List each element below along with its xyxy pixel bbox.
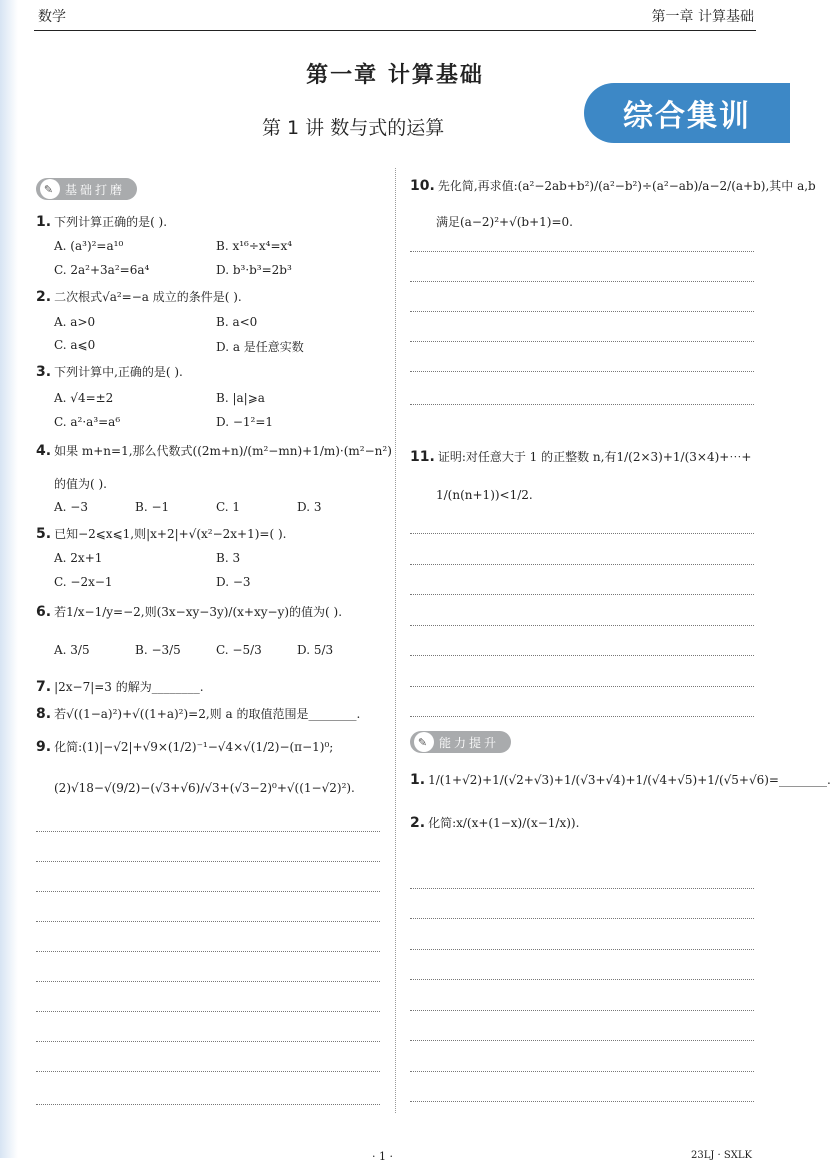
question-number: 2. [410, 815, 426, 831]
answer-line [36, 951, 380, 952]
column-divider [395, 168, 396, 1113]
q5-option-d: D. −3 [216, 575, 251, 589]
answer-line [410, 1071, 754, 1072]
question-9 [36, 739, 333, 756]
book-code: 23LJ · SXLK [691, 1150, 752, 1161]
answer-line [410, 251, 754, 252]
question-number: 10. [410, 178, 435, 194]
question-number: 6. [36, 604, 52, 620]
section-tag-advanced-label: 能力提升 [439, 735, 500, 750]
answer-line [410, 311, 754, 312]
lecture-title: 第 1 讲 数与式的运算 [262, 117, 445, 139]
answer-line [36, 891, 380, 892]
q6-option-a: A. 3/5 [54, 643, 90, 657]
answer-line [410, 533, 754, 534]
answer-line [36, 1104, 380, 1105]
answer-line [410, 1010, 754, 1011]
question-number: 9. [36, 739, 52, 755]
q1-option-c: C. 2a²+3a²=6a⁴ [54, 263, 150, 277]
question-number: 1. [410, 772, 426, 788]
section-tag-basic [36, 178, 137, 200]
q3-option-a: A. √4=±2 [54, 391, 114, 405]
q2-option-c: C. a⩽0 [54, 338, 96, 352]
q2-option-b: B. a<0 [216, 315, 258, 329]
question-number: 5. [36, 526, 52, 542]
question-number: 3. [36, 364, 52, 380]
question-9-part-2: (2)√18−√(9/2)−(√3+√6)/√3+(√3−2)⁰+√((1−√2)²). [54, 781, 355, 795]
question-text: 若√((1−a)²)+√((1+a)²)=2,则 a 的取值范围是________. [54, 707, 361, 721]
q1-option-a: A. (a³)²=a¹⁰ [54, 239, 124, 253]
section-tag-basic-label: 基础打磨 [65, 182, 126, 197]
answer-line [410, 686, 754, 687]
header-subject: 数学 [38, 9, 66, 25]
q5-option-b: B. 3 [216, 551, 241, 565]
answer-line [410, 281, 754, 282]
answer-line [36, 861, 380, 862]
q4-option-d: D. 3 [297, 500, 322, 514]
header-chapter: 第一章 计算基础 [651, 9, 754, 25]
question-text: 下列计算中,正确的是( ). [54, 365, 183, 379]
question-11 [410, 449, 751, 466]
brush-icon: ✎ [40, 179, 60, 199]
advanced-question-2 [410, 815, 579, 832]
answer-line [410, 949, 754, 950]
header-rule [34, 30, 756, 31]
question-2 [36, 289, 242, 306]
q1-option-d: D. b³·b³=2b³ [216, 263, 292, 277]
question-1 [36, 214, 167, 231]
q4-option-c: C. 1 [216, 500, 241, 514]
question-3 [36, 364, 183, 381]
question-4 [36, 443, 392, 460]
question-number: 2. [36, 289, 52, 305]
question-text: 证明:对任意大于 1 的正整数 n,有1/(2×3)+1/(3×4)+⋯+ [437, 450, 752, 464]
answer-line [410, 594, 754, 595]
answer-line [36, 1071, 380, 1072]
q5-option-c: C. −2x−1 [54, 575, 113, 589]
question-10 [410, 178, 816, 195]
question-text: |2x−7|=3 的解为________. [54, 680, 204, 694]
answer-line [410, 918, 754, 919]
question-number: 1. [36, 214, 52, 230]
question-6 [36, 604, 342, 621]
practice-badge: 综合集训 [584, 83, 790, 143]
question-number: 4. [36, 443, 52, 459]
q1-option-b: B. x¹⁶÷x⁴=x⁴ [216, 239, 293, 253]
question-11-continuation: 1/(n(n+1))<1/2. [436, 488, 533, 502]
question-text: 二次根式√a²=−a 成立的条件是( ). [54, 290, 242, 304]
question-text: 1/(1+√2)+1/(√2+√3)+1/(√3+√4)+1/(√4+√5)+1/(√5+√6)=________. [428, 773, 831, 787]
q5-option-a: A. 2x+1 [54, 551, 103, 565]
page-edge-band [0, 0, 18, 1158]
q2-option-d: D. a 是任意实数 [216, 340, 304, 354]
q3-option-c: C. a²·a³=a⁶ [54, 415, 121, 429]
question-text: 若1/x−1/y=−2,则(3x−xy−3y)/(x+xy−y)的值为( ). [54, 605, 343, 619]
question-number: 8. [36, 706, 52, 722]
q6-option-d: D. 5/3 [297, 643, 334, 657]
q6-option-c: C. −5/3 [216, 643, 262, 657]
question-number: 11. [410, 449, 435, 465]
brush-icon: ✎ [414, 732, 434, 752]
answer-line [410, 625, 754, 626]
page-number: · 1 · [372, 1150, 393, 1163]
answer-line [410, 979, 754, 980]
answer-line [410, 1101, 754, 1102]
q3-option-d: D. −1²=1 [216, 415, 274, 429]
question-text: 已知−2⩽x⩽1,则|x+2|+√(x²−2x+1)=( ). [54, 527, 287, 541]
answer-line [410, 404, 754, 405]
answer-line [36, 1011, 380, 1012]
q3-option-b: B. |a|⩾a [216, 391, 265, 405]
question-text: 下列计算正确的是( ). [54, 215, 168, 229]
answer-line [410, 564, 754, 565]
question-text: 化简:x/(x+(1−x)/(x−1/x)). [428, 816, 580, 830]
q2-option-a: A. a>0 [54, 315, 96, 329]
question-text: 如果 m+n=1,那么代数式((2m+n)/(m²−mn)+1/m)·(m²−n²) [54, 444, 392, 458]
answer-line [36, 981, 380, 982]
answer-line [410, 888, 754, 889]
advanced-question-1 [410, 772, 831, 789]
question-text: 化简:(1)|−√2|+√9×(1/2)⁻¹−√4×√(1/2)−(π−1)⁰; [54, 740, 334, 754]
q4-option-b: B. −1 [135, 500, 170, 514]
answer-line [410, 341, 754, 342]
answer-line [410, 1040, 754, 1041]
question-number: 7. [36, 679, 52, 695]
question-text: 先化简,再求值:(a²−2ab+b²)/(a²−b²)÷(a²−ab)/a−2/(a+b),其中 a,b [437, 179, 816, 193]
question-10-continuation: 满足(a−2)²+√(b+1)=0. [436, 215, 573, 229]
question-8 [36, 706, 360, 723]
section-tag-advanced [410, 731, 511, 753]
q4-option-a: A. −3 [54, 500, 88, 514]
answer-line [410, 655, 754, 656]
answer-line [36, 921, 380, 922]
answer-line [410, 371, 754, 372]
answer-line [410, 716, 754, 717]
chapter-title: 第一章 计算基础 [306, 63, 484, 88]
answer-line [36, 1041, 380, 1042]
question-5 [36, 526, 286, 543]
q6-option-b: B. −3/5 [135, 643, 181, 657]
answer-line [36, 831, 380, 832]
question-4-continuation: 的值为( ). [54, 477, 107, 491]
question-7 [36, 679, 204, 696]
